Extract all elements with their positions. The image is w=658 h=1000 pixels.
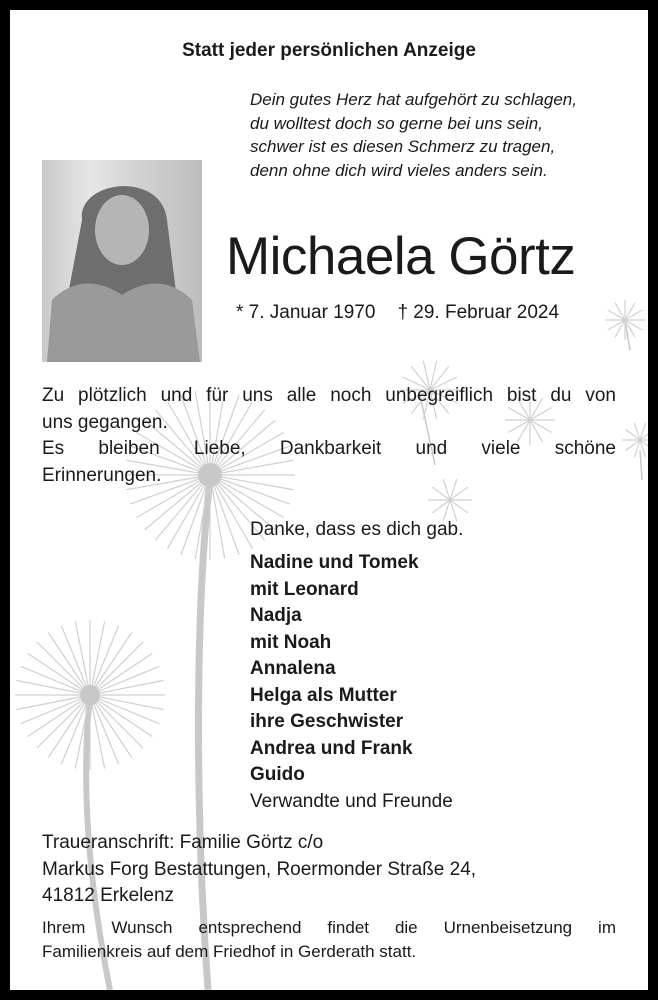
mourner-relatives: Verwandte und Freunde (250, 790, 453, 812)
poem-line: denn ohne dich wird vieles anders sein. (250, 160, 548, 180)
mourner: Andrea und Frank (250, 737, 413, 759)
dandelion-ray (37, 695, 90, 748)
death-date: † 29. Februar 2024 (397, 302, 560, 323)
mourner: mit Leonard (250, 578, 359, 600)
mourner: Guido (250, 764, 305, 785)
dandelion-ray (90, 642, 143, 695)
notice-heading: Statt jeder persönlichen Anzeige (182, 40, 476, 61)
dandelion-ray (37, 642, 90, 695)
address-line: Traueranschrift: Familie Görtz c/o (42, 832, 324, 853)
message-line: uns gegangen. (42, 411, 168, 433)
thanks-line: Danke, dass es dich gab. (250, 519, 464, 540)
message-line: Es bleiben Liebe, Dankbarkeit und viele schöne (42, 438, 616, 459)
poem (250, 88, 577, 182)
life-dates (236, 302, 581, 324)
mourner: Annalena (250, 658, 336, 679)
address-line: Markus Forg Bestattungen, Roermonder Straße 24, (42, 858, 477, 880)
burial-note (42, 916, 616, 964)
portrait-photo (42, 160, 202, 362)
poem-line: du wolltest doch so gerne bei uns sein, (250, 113, 543, 133)
poem-line: schwer ist es diesen Schmerz zu tragen, (250, 137, 556, 156)
mourner: Helga als Mutter (250, 684, 397, 706)
poem-line: Dein gutes Herz hat aufgehört zu schlagen, (250, 90, 577, 109)
note-line: Familienkreis auf dem Friedhof in Gerderath statt. (42, 942, 417, 961)
deceased-name: Michaela Görtz (226, 227, 576, 286)
mourner: mit Noah (250, 631, 332, 653)
note-line: Ihrem Wunsch entsprechend findet die Urnenbeisetzung im (42, 918, 616, 937)
address-line: 41812 Erkelenz (42, 885, 175, 906)
message-line: Erinnerungen. (42, 464, 162, 486)
mourner: Nadine und Tomek (250, 552, 419, 573)
mourner: ihre Geschwister (250, 711, 404, 732)
birth-date: * 7. Januar 1970 (236, 302, 376, 323)
mourning-address (42, 830, 476, 910)
mourners-list (250, 550, 453, 815)
dandelion-ray (90, 695, 143, 748)
mourner: Nadja (250, 605, 302, 626)
obituary-notice (10, 10, 648, 990)
message-line: Zu plötzlich und für uns alle noch unbegreiflich bist du von (42, 385, 616, 406)
farewell-message (42, 383, 616, 489)
